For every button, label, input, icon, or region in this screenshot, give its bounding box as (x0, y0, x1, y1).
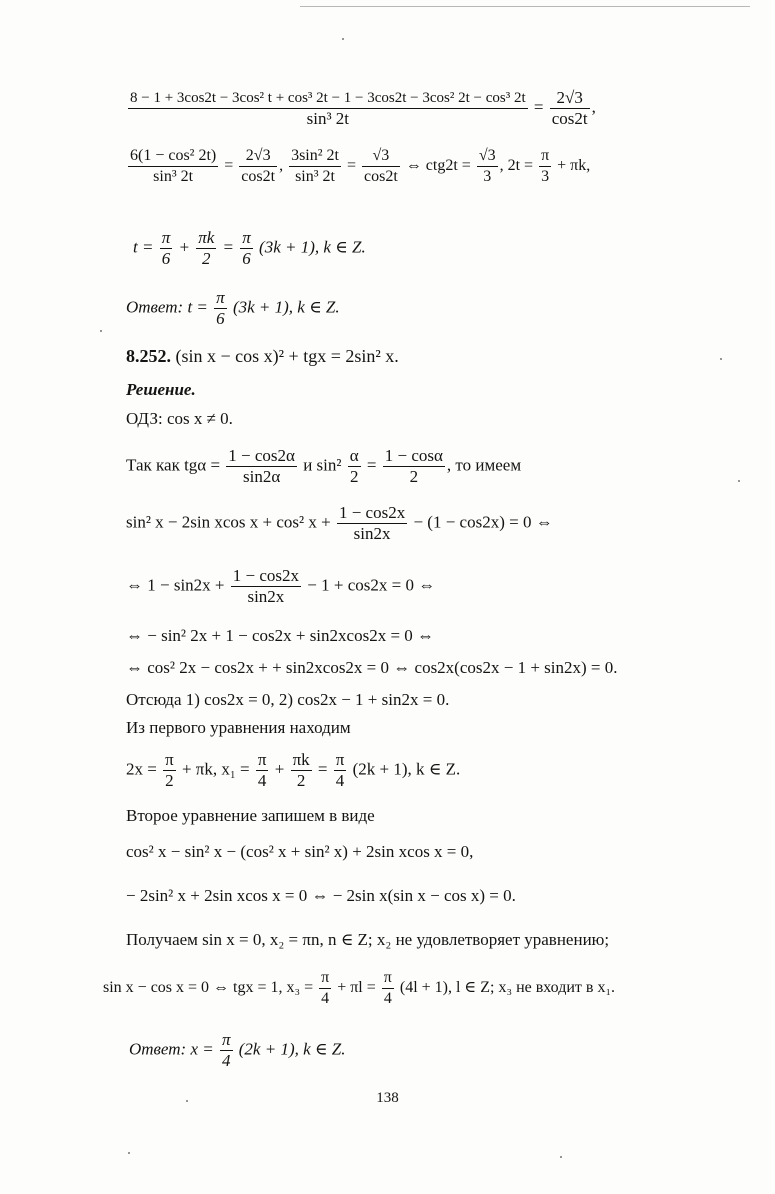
fraction-numerator: 1 − cosα (384, 446, 443, 465)
scan-speck (186, 1100, 188, 1102)
equation-line-2 (126, 146, 590, 187)
text-segment: t = (187, 297, 208, 317)
fraction-denominator: 6 (214, 308, 227, 329)
equation-step-5: cos² x − sin² x − (cos² x + sin² x) + 2sin xcos x = 0, (126, 842, 474, 861)
text-segment: sin² x − 2sin xcos x + cos² x + (126, 512, 331, 532)
equals-sign: = (366, 455, 377, 475)
fraction-d (362, 146, 400, 187)
fraction-d (334, 750, 347, 791)
text-segment: ⇔ 1 − sin2x + (126, 575, 225, 595)
comma: , (591, 97, 596, 117)
fraction-long (128, 88, 528, 129)
fraction-c (240, 228, 253, 269)
equation-step-1 (126, 503, 553, 544)
text-segment: − (1 − cos2x) = 0 ⇔ (413, 512, 553, 532)
fraction-e (477, 146, 498, 187)
fraction-denominator: 4 (334, 770, 347, 791)
fraction-b (239, 146, 277, 187)
fraction-numerator: πk (198, 228, 215, 247)
fraction (214, 288, 227, 329)
scan-speck (738, 480, 740, 482)
fraction-numerator: π (221, 1030, 231, 1049)
comma: , (279, 157, 284, 175)
fraction-numerator: π (257, 750, 267, 769)
fraction-b (348, 446, 361, 487)
fraction-a (226, 446, 297, 487)
fraction-numerator: π (335, 750, 345, 769)
top-rule (300, 6, 750, 7)
plus-sign: + (178, 237, 190, 257)
equation-line-3 (133, 228, 366, 269)
since-line (126, 446, 521, 487)
answer-2 (129, 1030, 345, 1071)
fraction-c (289, 146, 341, 187)
text-segment: Так как tgα = (126, 455, 221, 475)
text-segment: − 1 + cos2x = 0 ⇔ (307, 575, 436, 595)
fraction-a (319, 968, 331, 1009)
fraction-numerator: 6(1 − cos² 2t) (130, 147, 217, 164)
fraction-denominator: sin2x (231, 586, 301, 607)
fraction-numerator: 8 − 1 + 3cos2t − 3cos² t + cos³ 2t − 1 − 3cos2t − 3cos² 2t − cos³ 2t (130, 90, 526, 106)
scan-speck (128, 1152, 130, 1154)
fraction-a (163, 750, 176, 791)
scan-speck (720, 358, 722, 360)
fraction-denominator: cos2t (241, 168, 276, 185)
fraction-b (196, 228, 216, 269)
fraction-numerator: π (161, 228, 171, 247)
fraction (220, 1030, 233, 1071)
equals-sign: = (224, 157, 234, 175)
equals-sign: = (533, 97, 544, 117)
second-equation-line: Второе уравнение запишем в виде (126, 806, 375, 825)
equation-step-3: ⇔ − sin² 2x + 1 − cos2x + sin2xcos2x = 0 ⇔ (126, 626, 435, 645)
fraction-denominator: 4 (256, 770, 269, 791)
problem-number: 8.252. (126, 346, 171, 366)
fraction-denominator: 2 (383, 466, 445, 487)
fraction (337, 503, 407, 544)
fraction-numerator: 1 − cos2α (228, 446, 295, 465)
text-segment: sin x − cos x = 0 ⇔ tgx = 1, x₃ = (103, 979, 314, 997)
fraction-f (539, 146, 551, 187)
answer-label: Ответ: (126, 297, 184, 317)
fraction-numerator: πk (292, 750, 310, 769)
text-segment: x = (190, 1039, 214, 1059)
text-segment: , 2t = (499, 157, 534, 175)
answer-label: Ответ: (129, 1039, 187, 1059)
fraction-denominator: sin³ 2t (128, 108, 528, 129)
fraction-denominator: sin2x (337, 523, 407, 544)
fraction-denominator: sin³ 2t (128, 166, 218, 187)
fraction-b (382, 968, 394, 1009)
equals-sign: = (317, 759, 328, 779)
fraction-numerator: π (383, 969, 392, 986)
text-segment: (4l + 1), l ∈ Z; x₃ не входит в x₁. (399, 979, 616, 997)
equals-sign: = (346, 157, 357, 175)
text-segment: , то имеем (446, 455, 522, 475)
fraction-numerator: √3 (372, 147, 390, 164)
fraction-a (160, 228, 173, 269)
fraction-denominator: 3 (539, 166, 551, 187)
fraction-numerator: π (242, 228, 251, 247)
fraction-c (291, 750, 312, 791)
scan-speck (100, 330, 102, 332)
fraction-denominator: 6 (160, 248, 173, 269)
equation-step-6: − 2sin² x + 2sin xcos x = 0 ⇔ − 2sin x(sin x − cos x) = 0. (126, 886, 516, 905)
scan-speck (342, 38, 344, 40)
hence-line: Отсюда 1) cos2x = 0, 2) cos2x − 1 + sin2x = 0. (126, 690, 450, 709)
x3-line (103, 968, 615, 1009)
fraction-c (383, 446, 445, 487)
fraction-denominator: cos2t (551, 109, 588, 128)
fraction-numerator: 2√3 (556, 88, 583, 107)
text-segment: (3k + 1), k ∈ Z. (232, 297, 340, 317)
fraction-denominator: 4 (382, 988, 394, 1009)
fraction-numerator: π (321, 969, 330, 986)
fraction (231, 566, 301, 607)
fraction-denominator: 6 (240, 248, 253, 269)
fraction-a (128, 146, 218, 187)
fraction-denominator: 2 (348, 466, 361, 487)
equation-step-2 (126, 566, 435, 607)
fraction-denominator: sin³ 2t (289, 166, 341, 187)
text-segment: (2k + 1), k ∈ Z. (238, 1039, 346, 1059)
text-segment: 2x = (126, 759, 157, 779)
fraction-denominator: 2 (196, 248, 216, 269)
fraction-numerator: 3sin² 2t (291, 147, 339, 164)
solution-label: Решение. (126, 380, 196, 399)
fraction-denominator: 2 (163, 770, 176, 791)
text-segment: + πk, (557, 157, 591, 175)
fraction-denominator: 2 (291, 770, 312, 791)
odz-line: ОДЗ: cos x ≠ 0. (126, 409, 233, 428)
get-line: Получаем sin x = 0, x₂ = πn, n ∈ Z; x₂ не удовлетворяет уравнению; (126, 930, 610, 949)
fraction-numerator: 1 − cos2x (232, 566, 300, 585)
problem-text: (sin x − cos x)² + tgx = 2sin² x. (175, 346, 399, 366)
fraction-denominator: 3 (477, 166, 498, 187)
fraction-b (256, 750, 269, 791)
text-segment: t = (133, 237, 154, 257)
equals-sign: = (222, 237, 235, 257)
fraction-numerator: π (216, 288, 225, 307)
text-segment: (3k + 1), k ∈ Z. (259, 237, 366, 257)
equation-line-1 (126, 88, 596, 129)
fraction-numerator: 1 − cos2x (338, 503, 406, 522)
x1-line (126, 750, 460, 791)
page-number: 138 (376, 1090, 399, 1106)
equivalence-text: ⇔ ctg2t = (405, 157, 471, 175)
text-segment: и sin² (303, 455, 342, 475)
fraction-numerator: 2√3 (245, 147, 271, 164)
scan-speck (560, 1156, 562, 1158)
text-segment: + πl = (337, 979, 376, 997)
fraction-denominator: 4 (319, 988, 331, 1009)
plus-sign: + (274, 759, 285, 779)
fraction-numerator: α (349, 446, 359, 465)
fraction-denominator: 4 (220, 1050, 233, 1071)
text-segment: + πk, x₁ = (181, 759, 250, 779)
fraction-denominator: sin2α (226, 466, 297, 487)
problem-statement (126, 346, 399, 366)
first-equation-line: Из первого уравнения находим (126, 718, 351, 737)
equation-step-4: ⇔ cos² 2x − cos2x + + sin2xcos2x = 0 ⇔ cos2x(cos2x − 1 + sin2x) = 0. (126, 658, 618, 677)
fraction-numerator: √3 (478, 147, 496, 164)
fraction-denominator: cos2t (364, 168, 398, 185)
fraction-numerator: π (541, 147, 550, 164)
fraction-numerator: π (165, 750, 174, 769)
answer-1 (126, 288, 340, 329)
text-segment: (2k + 1), k ∈ Z. (352, 759, 461, 779)
fraction-right (550, 88, 590, 129)
